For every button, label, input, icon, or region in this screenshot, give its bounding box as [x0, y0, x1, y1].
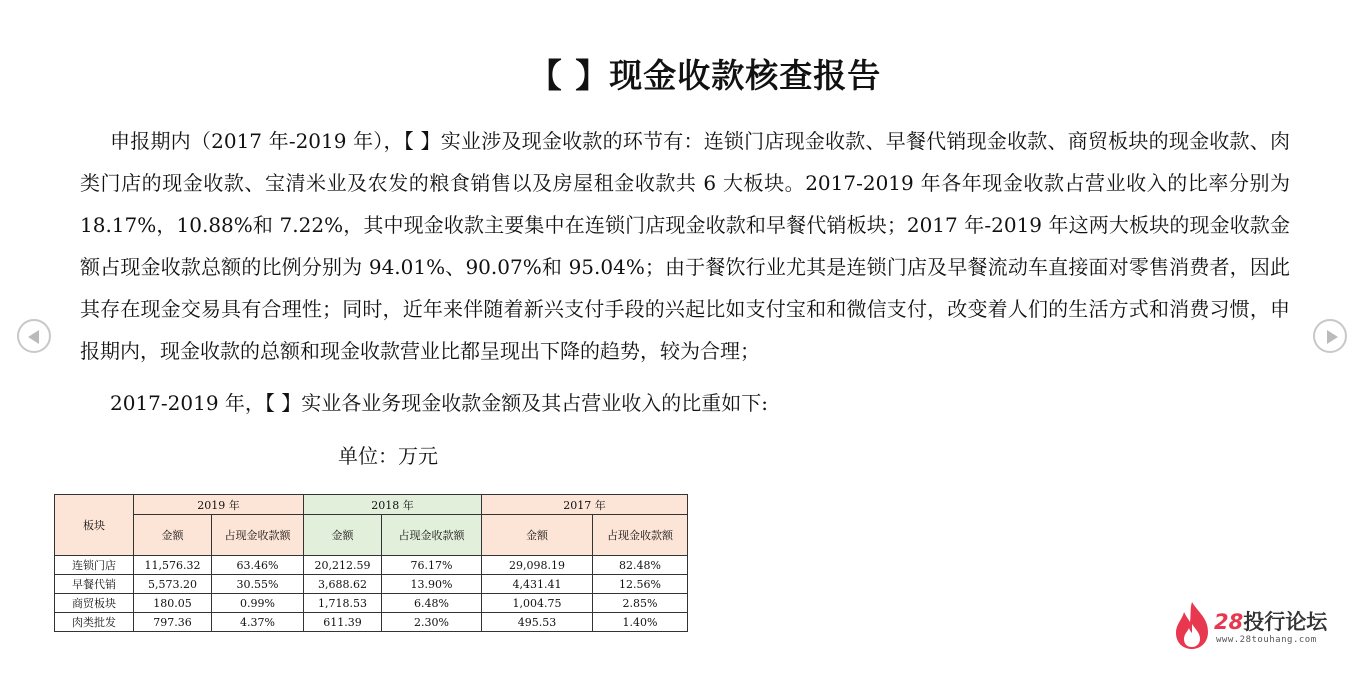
share-2019-cell: 30.55%	[212, 575, 304, 594]
amount-2019-cell: 797.36	[134, 613, 212, 632]
body-paragraph-2: 2017-2019 年，【 】实业各业务现金收款金额及其占营业收入的比重如下:	[110, 391, 769, 415]
amount-2018-cell: 3,688.62	[304, 575, 382, 594]
year-header-2018: 2018 年	[304, 495, 482, 515]
amount-2017-cell: 495.53	[482, 613, 593, 632]
share-header-2019: 占现金收款额	[212, 515, 304, 556]
amount-2019-cell: 5,573.20	[134, 575, 212, 594]
segment-cell: 商贸板块	[55, 594, 134, 613]
forum-url: www.28touhang.com	[1216, 635, 1317, 645]
share-2017-cell: 2.85%	[593, 594, 688, 613]
unit-label: 单位：万元	[338, 444, 438, 468]
chevron-left-icon	[28, 330, 39, 344]
share-header-2017: 占现金收款额	[593, 515, 688, 556]
amount-2019-cell: 11,576.32	[134, 556, 212, 575]
share-header-2018: 占现金收款额	[382, 515, 482, 556]
body-paragraph-1	[80, 120, 1290, 372]
year-header-2019: 2019 年	[134, 495, 304, 515]
share-2018-cell: 13.90%	[382, 575, 482, 594]
share-2019-cell: 4.37%	[212, 613, 304, 632]
forum-name: 28投行论坛	[1214, 610, 1328, 634]
share-2019-cell: 63.46%	[212, 556, 304, 575]
segment-cell: 肉类批发	[55, 613, 134, 632]
table-row	[55, 594, 688, 613]
segment-header: 板块	[55, 495, 134, 556]
amount-header-2019: 金额	[134, 515, 212, 556]
watermark-logo	[1172, 600, 1342, 652]
amount-2019-cell: 180.05	[134, 594, 212, 613]
amount-2017-cell: 4,431.41	[482, 575, 593, 594]
year-header-2017: 2017 年	[482, 495, 688, 515]
table-row	[55, 556, 688, 575]
share-2018-cell: 2.30%	[382, 613, 482, 632]
previous-page-button[interactable]	[17, 319, 51, 353]
share-2019-cell: 0.99%	[212, 594, 304, 613]
share-2018-cell: 6.48%	[382, 594, 482, 613]
amount-2018-cell: 20,212.59	[304, 556, 382, 575]
page-title: 【 】现金收款核查报告	[528, 56, 882, 95]
amount-header-2018: 金额	[304, 515, 382, 556]
cash-receipts-table	[54, 494, 688, 632]
next-page-button[interactable]	[1313, 319, 1347, 353]
table-row	[55, 613, 688, 632]
amount-2018-cell: 1,718.53	[304, 594, 382, 613]
chevron-right-icon	[1327, 330, 1338, 344]
segment-cell: 连锁门店	[55, 556, 134, 575]
share-2017-cell: 82.48%	[593, 556, 688, 575]
table-row	[55, 575, 688, 594]
share-2018-cell: 76.17%	[382, 556, 482, 575]
amount-2018-cell: 611.39	[304, 613, 382, 632]
share-2017-cell: 12.56%	[593, 575, 688, 594]
amount-header-2017: 金额	[482, 515, 593, 556]
flame-icon	[1172, 600, 1212, 650]
amount-2017-cell: 1,004.75	[482, 594, 593, 613]
amount-2017-cell: 29,098.19	[482, 556, 593, 575]
segment-cell: 早餐代销	[55, 575, 134, 594]
paragraph-1-text: 申报期内（2017 年-2019 年），【 】实业涉及现金收款的环节有：连锁门店现金收款、早餐代销现金收款、商贸板块的现金收款、肉类门店的现金收款、宝清米业及农发的粮食销售以及房屋租金收款共 6 大板块。2017-2019 年各年现金收款占营业收入的比率分别为 18.17%，10.88%和 7.22%，其中现金收款主要集中在连锁门店现金收款和早餐代销板块；2017 年-2019 年这两大板块的现金收款金额占现金收款总额的比例分别为 94.01%、90.07%和 95.04%；由于餐饮行业尤其是连锁门店及早餐流动车直接面对零售消费者，因此其存在现金交易具有合理性；同时，近年来伴随着新兴支付手段的兴起比如支付宝和和微信支付，改变着人们的生活方式和消费习惯，申报期内，现金收款的总额和现金收款营业比都呈现出下降的趋势，较为合理；	[80, 129, 1290, 363]
share-2017-cell: 1.40%	[593, 613, 688, 632]
